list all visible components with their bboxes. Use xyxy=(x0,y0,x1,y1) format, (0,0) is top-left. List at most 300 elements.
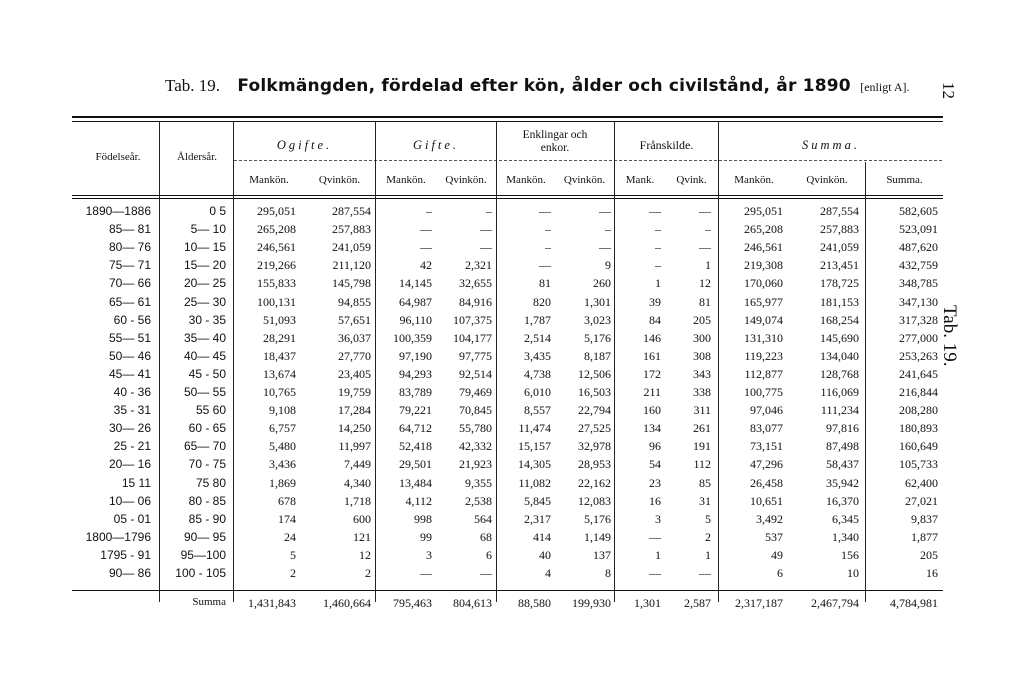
summa-mankon-cell: 97,046 xyxy=(750,403,783,418)
summa-mankon-cell: 265,208 xyxy=(744,222,783,237)
age-years-cell: 80 - 85 xyxy=(188,493,226,508)
summa-qvinkon-cell: 97,816 xyxy=(826,421,859,436)
gifte-qvinkon-cell: 68 xyxy=(480,529,492,544)
enklingar-qvinkon-cell: – xyxy=(605,222,611,237)
top-rule-thick xyxy=(72,116,943,118)
franskilde-mank-cell: 172 xyxy=(643,366,661,381)
summa-total-cell: 241,645 xyxy=(899,366,938,381)
ogifte-mankon-cell: 5,480 xyxy=(269,439,296,454)
enklingar-mankon-cell: 4,738 xyxy=(524,366,551,381)
ogifte-qvinkon-cell: 287,554 xyxy=(332,204,371,218)
ogifte-mankon-cell: 13,674 xyxy=(263,366,296,381)
side-tab-label: Tab. 19. xyxy=(939,305,960,367)
gifte-qvinkon-cell: 107,375 xyxy=(453,312,492,327)
franskilde-qvink-cell: — xyxy=(699,240,711,255)
age-years-cell: 10— 15 xyxy=(183,240,226,255)
birth-years-cell: 1890—1886 xyxy=(85,204,151,218)
franskilde-mank-cell: 134 xyxy=(643,421,661,436)
gifte-mankon-cell: 94,293 xyxy=(399,366,432,381)
header-aldersar: Åldersår. xyxy=(176,151,217,163)
age-years-cell: 90— 95 xyxy=(183,529,226,544)
age-years-cell: 20— 25 xyxy=(183,276,226,291)
age-years-cell: 15— 20 xyxy=(183,258,226,273)
summa-total-cell: 432,759 xyxy=(899,258,938,273)
totals-gi-q: 804,613 xyxy=(453,596,492,610)
franskilde-qvink-cell: 1 xyxy=(705,547,711,562)
summa-qvinkon-cell: 213,451 xyxy=(820,258,859,273)
age-years-cell: 5— 10 xyxy=(190,222,226,237)
gifte-mankon-cell: 3 xyxy=(426,547,432,562)
birth-years-cell: 50— 46 xyxy=(108,348,151,363)
gifte-qvinkon-cell: 564 xyxy=(474,511,492,526)
franskilde-qvink-cell: — xyxy=(699,566,711,580)
page-title xyxy=(165,76,910,96)
subheader-franskilde-mank: Mank. xyxy=(625,174,655,186)
franskilde-qvink-cell: 12 xyxy=(699,276,711,291)
age-years-cell: 60 - 65 xyxy=(188,421,226,436)
summa-total-cell: 523,091 xyxy=(899,222,938,237)
gifte-qvinkon-cell: – xyxy=(486,204,492,218)
subheader-summa-total: Summa. xyxy=(886,174,923,186)
enklingar-mankon-cell: 5,845 xyxy=(524,493,551,508)
summa-qvinkon-cell: 10 xyxy=(847,566,859,580)
ogifte-qvinkon-cell: 17,284 xyxy=(338,403,371,418)
table-row xyxy=(0,258,1024,278)
birth-years-cell: 25 - 21 xyxy=(113,439,151,454)
franskilde-qvink-cell: 191 xyxy=(693,439,711,454)
summa-qvinkon-cell: 116,069 xyxy=(820,385,859,399)
age-years-cell: 45 - 50 xyxy=(188,366,226,381)
birth-years-cell: 20— 16 xyxy=(108,457,151,472)
ogifte-qvinkon-cell: 2 xyxy=(365,566,371,580)
franskilde-mank-cell: 211 xyxy=(643,385,661,399)
summa-mankon-cell: 295,051 xyxy=(744,204,783,218)
summa-mankon-cell: 537 xyxy=(765,529,783,544)
summa-total-cell: 16 xyxy=(926,566,938,580)
enklingar-mankon-cell: — xyxy=(539,204,551,218)
birth-years-cell: 55— 51 xyxy=(108,330,151,345)
summa-mankon-cell: 149,074 xyxy=(744,312,783,327)
age-years-cell: 65— 70 xyxy=(183,439,226,454)
franskilde-mank-cell: — xyxy=(649,204,661,218)
gifte-mankon-cell: 64,987 xyxy=(399,294,432,309)
summa-qvinkon-cell: 111,234 xyxy=(820,403,859,418)
summa-mankon-cell: 3,492 xyxy=(756,511,783,526)
ogifte-qvinkon-cell: 600 xyxy=(353,511,371,526)
summa-total-cell: 9,837 xyxy=(911,511,938,526)
birth-years-cell: 40 - 36 xyxy=(113,385,151,399)
ogifte-mankon-cell: 10,765 xyxy=(263,385,296,399)
enklingar-qvinkon-cell: 9 xyxy=(605,258,611,273)
ogifte-qvinkon-cell: 14,250 xyxy=(338,421,371,436)
table-number: Tab. 19. xyxy=(165,76,220,95)
franskilde-qvink-cell: 85 xyxy=(699,475,711,490)
summa-qvinkon-cell: 6,345 xyxy=(832,511,859,526)
enklingar-qvinkon-cell: 137 xyxy=(593,547,611,562)
enklingar-mankon-cell: 8,557 xyxy=(524,403,551,418)
franskilde-mank-cell: 54 xyxy=(649,457,661,472)
gifte-qvinkon-cell: — xyxy=(480,222,492,237)
birth-years-cell: 05 - 01 xyxy=(113,511,151,526)
summa-mankon-cell: 83,077 xyxy=(750,421,783,436)
franskilde-mank-cell: – xyxy=(655,240,661,255)
summa-mankon-cell: 26,458 xyxy=(750,475,783,490)
table-row xyxy=(0,313,1024,333)
franskilde-qvink-cell: 2 xyxy=(705,529,711,544)
age-years-cell: 25— 30 xyxy=(183,294,226,309)
table-row xyxy=(0,476,1024,496)
age-years-cell: 85 - 90 xyxy=(188,511,226,526)
enklingar-qvinkon-cell: 22,162 xyxy=(578,475,611,490)
table-row xyxy=(0,457,1024,477)
gifte-mankon-cell: 100,359 xyxy=(393,330,432,345)
birth-years-cell: 1795 - 91 xyxy=(100,547,151,562)
header-enklingar: Enklingar och enkor. xyxy=(522,129,588,154)
subheader-ogifte-qvinkon: Qvinkön. xyxy=(318,174,361,186)
franskilde-qvink-cell: 112 xyxy=(693,457,711,472)
summa-mankon-cell: 47,296 xyxy=(750,457,783,472)
header-ogifte: Ogifte. xyxy=(276,138,333,152)
franskilde-qvink-cell: 311 xyxy=(693,403,711,418)
gifte-qvinkon-cell: — xyxy=(480,240,492,255)
enklingar-qvinkon-cell: 12,083 xyxy=(578,493,611,508)
summa-total-cell: 277,000 xyxy=(899,330,938,345)
franskilde-qvink-cell: 205 xyxy=(693,312,711,327)
totals-s-m: 2,317,187 xyxy=(735,596,783,610)
summa-qvinkon-cell: 257,883 xyxy=(820,222,859,237)
summa-total-cell: 216,844 xyxy=(899,385,938,399)
subheader-summa-mankon: Mankön. xyxy=(734,174,774,186)
enklingar-mankon-cell: — xyxy=(539,258,551,273)
top-rule-thin xyxy=(72,121,943,122)
ogifte-mankon-cell: 295,051 xyxy=(257,204,296,218)
gifte-mankon-cell: 83,789 xyxy=(399,385,432,399)
age-years-cell: 75 80 xyxy=(195,475,226,490)
enklingar-mankon-cell: 15,157 xyxy=(518,439,551,454)
enklingar-qvinkon-cell: 32,978 xyxy=(578,439,611,454)
ogifte-qvinkon-cell: 211,120 xyxy=(332,258,371,273)
summa-qvinkon-cell: 35,942 xyxy=(826,475,859,490)
header-summa-group: Summa. xyxy=(802,138,860,152)
subheader-gifte-mankon: Mankön. xyxy=(386,174,426,186)
summa-mankon-cell: 10,651 xyxy=(750,493,783,508)
table-row xyxy=(0,512,1024,532)
totals-label: Summa xyxy=(192,596,226,608)
birth-years-cell: 90— 86 xyxy=(108,566,151,580)
age-years-cell: 30 - 35 xyxy=(188,312,226,327)
gifte-mankon-cell: — xyxy=(420,240,432,255)
enklingar-qvinkon-cell: — xyxy=(599,240,611,255)
table-title: Folkmängden, fördelad efter kön, ålder och civilstånd, år 1890 xyxy=(237,76,851,96)
gifte-qvinkon-cell: — xyxy=(480,566,492,580)
gifte-qvinkon-cell: 42,332 xyxy=(459,439,492,454)
enklingar-mankon-cell: 11,082 xyxy=(518,475,551,490)
enklingar-mankon-cell: 2,514 xyxy=(524,330,551,345)
franskilde-mank-cell: 16 xyxy=(649,493,661,508)
franskilde-mank-cell: 160 xyxy=(643,403,661,418)
ogifte-mankon-cell: 246,561 xyxy=(257,240,296,255)
enklingar-mankon-cell: 4 xyxy=(545,566,551,580)
enklingar-mankon-cell: 81 xyxy=(539,276,551,291)
table-row xyxy=(0,548,1024,568)
title-note: [enligt A]. xyxy=(860,80,910,94)
summa-total-cell: 180,893 xyxy=(899,421,938,436)
franskilde-mank-cell: 96 xyxy=(649,439,661,454)
header-franskilde: Frånskilde. xyxy=(639,138,694,152)
table-row xyxy=(0,367,1024,387)
enklingar-mankon-cell: 2,317 xyxy=(524,511,551,526)
enklingar-qvinkon-cell: 260 xyxy=(593,276,611,291)
table-row xyxy=(0,349,1024,369)
ogifte-mankon-cell: 265,208 xyxy=(257,222,296,237)
totals-og-q: 1,460,664 xyxy=(323,596,371,610)
enklingar-qvinkon-cell: 8 xyxy=(605,566,611,580)
summa-total-cell: 317,328 xyxy=(899,312,938,327)
summa-mankon-cell: 219,308 xyxy=(744,258,783,273)
gifte-mankon-cell: 13,484 xyxy=(399,475,432,490)
birth-years-cell: 45— 41 xyxy=(108,366,151,381)
enklingar-qvinkon-cell: 5,176 xyxy=(584,511,611,526)
summa-qvinkon-cell: 156 xyxy=(841,547,859,562)
franskilde-mank-cell: — xyxy=(649,566,661,580)
franskilde-mank-cell: – xyxy=(655,222,661,237)
table-row xyxy=(0,222,1024,242)
birth-years-cell: 85— 81 xyxy=(108,222,151,237)
ogifte-qvinkon-cell: 36,037 xyxy=(338,330,371,345)
summa-qvinkon-cell: 168,254 xyxy=(820,312,859,327)
gifte-mankon-cell: 998 xyxy=(414,511,432,526)
gifte-mankon-cell: 79,221 xyxy=(399,403,432,418)
gifte-mankon-cell: – xyxy=(426,204,432,218)
summa-total-cell: 347,130 xyxy=(899,294,938,309)
enklingar-mankon-cell: 414 xyxy=(533,529,551,544)
franskilde-qvink-cell: 31 xyxy=(699,493,711,508)
gifte-qvinkon-cell: 84,916 xyxy=(459,294,492,309)
gifte-mankon-cell: 42 xyxy=(420,258,432,273)
gifte-mankon-cell: 29,501 xyxy=(399,457,432,472)
enklingar-qvinkon-cell: 22,794 xyxy=(578,403,611,418)
subheader-separator xyxy=(234,160,942,162)
ogifte-qvinkon-cell: 1,718 xyxy=(344,493,371,508)
age-years-cell: 35— 40 xyxy=(183,330,226,345)
franskilde-qvink-cell: 261 xyxy=(693,421,711,436)
ogifte-mankon-cell: 174 xyxy=(278,511,296,526)
franskilde-mank-cell: – xyxy=(655,258,661,273)
totals-row xyxy=(0,593,1024,613)
summa-qvinkon-cell: 134,040 xyxy=(820,348,859,363)
enklingar-mankon-cell: – xyxy=(545,222,551,237)
enklingar-qvinkon-cell: — xyxy=(599,204,611,218)
gifte-qvinkon-cell: 92,514 xyxy=(459,366,492,381)
franskilde-mank-cell: 84 xyxy=(649,312,661,327)
franskilde-mank-cell: 3 xyxy=(655,511,661,526)
summa-qvinkon-cell: 181,153 xyxy=(820,294,859,309)
summa-mankon-cell: 165,977 xyxy=(744,294,783,309)
summa-qvinkon-cell: 16,370 xyxy=(826,493,859,508)
summa-mankon-cell: 100,775 xyxy=(744,385,783,399)
summa-mankon-cell: 6 xyxy=(777,566,783,580)
ogifte-qvinkon-cell: 257,883 xyxy=(332,222,371,237)
gifte-mankon-cell: 96,110 xyxy=(399,312,432,327)
ogifte-qvinkon-cell: 27,770 xyxy=(338,348,371,363)
summa-total-cell: 487,620 xyxy=(899,240,938,255)
summa-mankon-cell: 131,310 xyxy=(744,330,783,345)
age-years-cell: 95—100 xyxy=(180,547,226,562)
summa-total-cell: 62,400 xyxy=(905,475,938,490)
gifte-qvinkon-cell: 104,177 xyxy=(453,330,492,345)
enklingar-qvinkon-cell: 1,149 xyxy=(584,529,611,544)
age-years-cell: 70 - 75 xyxy=(188,457,226,472)
franskilde-qvink-cell: 343 xyxy=(693,366,711,381)
ogifte-qvinkon-cell: 121 xyxy=(353,529,371,544)
ogifte-qvinkon-cell: 23,405 xyxy=(338,366,371,381)
enklingar-qvinkon-cell: 1,301 xyxy=(584,294,611,309)
gifte-mankon-cell: — xyxy=(420,222,432,237)
franskilde-qvink-cell: 81 xyxy=(699,294,711,309)
gifte-mankon-cell: 97,190 xyxy=(399,348,432,363)
enklingar-qvinkon-cell: 28,953 xyxy=(578,457,611,472)
franskilde-mank-cell: 1 xyxy=(655,547,661,562)
ogifte-qvinkon-cell: 94,855 xyxy=(338,294,371,309)
gifte-qvinkon-cell: 97,775 xyxy=(459,348,492,363)
ogifte-qvinkon-cell: 19,759 xyxy=(338,385,371,399)
header-rule-2 xyxy=(72,198,943,199)
enklingar-qvinkon-cell: 8,187 xyxy=(584,348,611,363)
summa-mankon-cell: 112,877 xyxy=(744,366,783,381)
enklingar-mankon-cell: – xyxy=(545,240,551,255)
enklingar-qvinkon-cell: 5,176 xyxy=(584,330,611,345)
ogifte-mankon-cell: 6,757 xyxy=(269,421,296,436)
subheader-ogifte-mankon: Mankön. xyxy=(249,174,289,186)
table-row xyxy=(0,240,1024,260)
totals-s-t: 4,784,981 xyxy=(890,596,938,610)
enklingar-qvinkon-cell: 16,503 xyxy=(578,385,611,399)
franskilde-mank-cell: 146 xyxy=(643,330,661,345)
ogifte-qvinkon-cell: 241,059 xyxy=(332,240,371,255)
table-row xyxy=(0,439,1024,459)
table-row xyxy=(0,331,1024,351)
subheader-enklingar-qvinkon: Qvinkön. xyxy=(563,174,606,186)
gifte-mankon-cell: 64,712 xyxy=(399,421,432,436)
age-years-cell: 50— 55 xyxy=(183,385,226,399)
summa-total-cell: 1,877 xyxy=(911,529,938,544)
subheader-franskilde-qvink: Qvink. xyxy=(676,174,707,186)
table-row xyxy=(0,295,1024,315)
franskilde-qvink-cell: 338 xyxy=(693,385,711,399)
enklingar-mankon-cell: 1,787 xyxy=(524,312,551,327)
franskilde-qvink-cell: — xyxy=(699,204,711,218)
enklingar-qvinkon-cell: 27,525 xyxy=(578,421,611,436)
gifte-mankon-cell: — xyxy=(420,566,432,580)
birth-years-cell: 1800—1796 xyxy=(85,529,151,544)
summa-mankon-cell: 73,151 xyxy=(750,439,783,454)
franskilde-mank-cell: 39 xyxy=(649,294,661,309)
summa-qvinkon-cell: 1,340 xyxy=(832,529,859,544)
gifte-qvinkon-cell: 2,321 xyxy=(465,258,492,273)
ogifte-qvinkon-cell: 12 xyxy=(359,547,371,562)
franskilde-mank-cell: 1 xyxy=(655,276,661,291)
ogifte-mankon-cell: 219,266 xyxy=(257,258,296,273)
summa-total-cell: 208,280 xyxy=(899,403,938,418)
gifte-qvinkon-cell: 79,469 xyxy=(459,385,492,399)
summa-mankon-cell: 170,060 xyxy=(744,276,783,291)
gifte-mankon-cell: 4,112 xyxy=(405,493,432,508)
gifte-mankon-cell: 52,418 xyxy=(399,439,432,454)
summa-total-cell: 253,263 xyxy=(899,348,938,363)
totals-og-m: 1,431,843 xyxy=(248,596,296,610)
birth-years-cell: 70— 66 xyxy=(108,276,151,291)
birth-years-cell: 75— 71 xyxy=(108,258,151,273)
franskilde-mank-cell: 161 xyxy=(643,348,661,363)
ogifte-mankon-cell: 155,833 xyxy=(257,276,296,291)
header-rule xyxy=(72,195,943,196)
birth-years-cell: 30— 26 xyxy=(108,421,151,436)
table-row xyxy=(0,204,1024,224)
enklingar-qvinkon-cell: 12,506 xyxy=(578,366,611,381)
table-row xyxy=(0,403,1024,423)
ogifte-mankon-cell: 3,436 xyxy=(269,457,296,472)
franskilde-mank-cell: — xyxy=(649,529,661,544)
enklingar-qvinkon-cell: 3,023 xyxy=(584,312,611,327)
enklingar-mankon-cell: 820 xyxy=(533,294,551,309)
age-years-cell: 40— 45 xyxy=(183,348,226,363)
summa-qvinkon-cell: 145,690 xyxy=(820,330,859,345)
summa-qvinkon-cell: 128,768 xyxy=(820,366,859,381)
age-years-cell: 0 5 xyxy=(209,204,226,218)
enklingar-mankon-cell: 40 xyxy=(539,547,551,562)
totals-en-m: 88,580 xyxy=(518,596,551,610)
enklingar-mankon-cell: 3,435 xyxy=(524,348,551,363)
summa-qvinkon-cell: 178,725 xyxy=(820,276,859,291)
franskilde-qvink-cell: 300 xyxy=(693,330,711,345)
ogifte-mankon-cell: 24 xyxy=(284,529,296,544)
age-years-cell: 55 60 xyxy=(195,403,226,418)
summa-mankon-cell: 246,561 xyxy=(744,240,783,255)
summa-qvinkon-cell: 241,059 xyxy=(820,240,859,255)
summa-qvinkon-cell: 87,498 xyxy=(826,439,859,454)
gifte-qvinkon-cell: 70,845 xyxy=(459,403,492,418)
birth-years-cell: 15 11 xyxy=(121,475,151,490)
table-row xyxy=(0,421,1024,441)
summa-mankon-cell: 119,223 xyxy=(744,348,783,363)
gifte-qvinkon-cell: 6 xyxy=(486,547,492,562)
summa-qvinkon-cell: 287,554 xyxy=(820,204,859,218)
header-gifte: Gifte. xyxy=(412,138,460,152)
birth-years-cell: 80— 76 xyxy=(108,240,151,255)
table-row xyxy=(0,566,1024,586)
summa-total-cell: 160,649 xyxy=(899,439,938,454)
ogifte-mankon-cell: 18,437 xyxy=(263,348,296,363)
birth-years-cell: 10— 06 xyxy=(108,493,151,508)
ogifte-mankon-cell: 28,291 xyxy=(263,330,296,345)
summa-total-cell: 27,021 xyxy=(905,493,938,508)
ogifte-qvinkon-cell: 4,340 xyxy=(344,475,371,490)
gifte-qvinkon-cell: 21,923 xyxy=(459,457,492,472)
ogifte-qvinkon-cell: 145,798 xyxy=(332,276,371,291)
table-row xyxy=(0,530,1024,550)
birth-years-cell: 60 - 56 xyxy=(113,312,151,327)
franskilde-qvink-cell: 1 xyxy=(705,258,711,273)
ogifte-mankon-cell: 2 xyxy=(290,566,296,580)
franskilde-qvink-cell: 308 xyxy=(693,348,711,363)
ogifte-qvinkon-cell: 11,997 xyxy=(338,439,371,454)
table-row xyxy=(0,276,1024,296)
franskilde-mank-cell: 23 xyxy=(649,475,661,490)
ogifte-mankon-cell: 100,131 xyxy=(257,294,296,309)
header-fodelsear: Födelseår. xyxy=(95,151,141,163)
gifte-mankon-cell: 14,145 xyxy=(399,276,432,291)
summa-total-cell: 582,605 xyxy=(899,204,938,218)
